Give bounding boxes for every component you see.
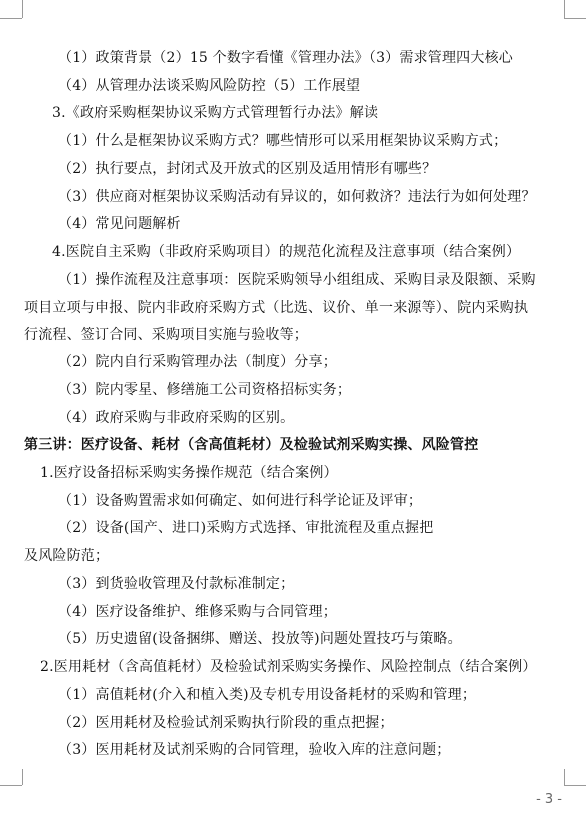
text-line-24: （1）高值耗材(介入和植入类)及专机专用设备耗材的采购和管理； (58, 687, 477, 703)
section-heading: 第三讲：医疗设备、耗材（含高值耗材）及检验试剂采购实操、风险管控 (24, 437, 479, 453)
text-line-9: （1）操作流程及注意事项：医院采购领导小组组成、采购目录及限额、采购 (58, 272, 536, 288)
text-line-2: （4）从管理办法谈采购风险防控（5）工作展望 (58, 78, 361, 94)
text-line-5: （2）执行要点，封闭式及开放式的区别及适用情形有哪些？ (58, 161, 437, 177)
text-line-12: （2）院内自行采购管理办法（制度）分享； (58, 354, 337, 370)
text-line-20: （3）到货验收管理及付款标准制定； (58, 576, 295, 592)
text-line-23: 2.医用耗材（含高值耗材）及检验试剂采购实务操作、风险控制点（结合案例） (40, 659, 537, 675)
crop-mark-bottom-right-h (564, 785, 586, 786)
crop-mark-top-right-h (564, 18, 586, 19)
text-line-18: （2）设备(国产、进口)采购方式选择、审批流程及重点握把 (58, 520, 434, 536)
crop-mark-bottom-right-v (564, 769, 565, 785)
text-line-26: （3）医用耗材及试剂采购的合同管理，验收入库的注意问题； (58, 742, 451, 758)
text-line-16: 1.医疗设备招标采购实务操作规范（结合案例） (40, 465, 338, 481)
text-line-11: 行流程、签订合同、采购项目实施与验收等； (24, 327, 308, 343)
crop-mark-top-left-v (22, 0, 23, 18)
text-line-13: （3）院内零星、修缮施工公司资格招标实务； (58, 382, 352, 398)
text-line-21: （4）医疗设备维护、维修采购与合同管理； (58, 604, 337, 620)
text-line-19: 及风险防范； (24, 548, 110, 564)
text-line-8: 4.医院自主采购（非政府采购项目）的规范化流程及注意事项（结合案例） (52, 244, 521, 260)
text-line-17: （1）设备购置需求如何确定、如何进行科学论证及评审； (58, 493, 423, 509)
text-line-4: （1）什么是框架协议采购方式？哪些情形可以采用框架协议采购方式； (58, 133, 508, 149)
text-line-25: （2）医用耗材及检验试剂采购执行阶段的重点把握； (58, 715, 394, 731)
text-line-1: （1）政策背景（2）15 个数字看懂《管理办法》（3）需求管理四大核心 (58, 50, 513, 66)
text-line-10: 项目立项与申报、院内非政府采购方式（比选、议价、单一来源等）、院内采购执 (24, 300, 529, 316)
text-line-6: （3）供应商对框架协议采购活动有异议的，如何救济？违法行为如何处理？ (58, 189, 536, 205)
page-number: - 3 - (536, 792, 562, 807)
crop-mark-top-left-h (0, 18, 22, 19)
text-line-22: （5）历史遗留(设备捆绑、赠送、投放等)问题处置技巧与策略。 (58, 631, 462, 647)
crop-mark-top-right-v (564, 0, 565, 18)
crop-mark-bottom-left-h (0, 785, 22, 786)
text-line-7: （4）常见问题解析 (58, 216, 181, 232)
text-line-3: 3.《政府采购框架协议采购方式管理暂行办法》解读 (52, 105, 379, 121)
crop-mark-bottom-left-v (22, 769, 23, 785)
text-line-14: （4）政府采购与非政府采购的区别。 (58, 410, 295, 426)
